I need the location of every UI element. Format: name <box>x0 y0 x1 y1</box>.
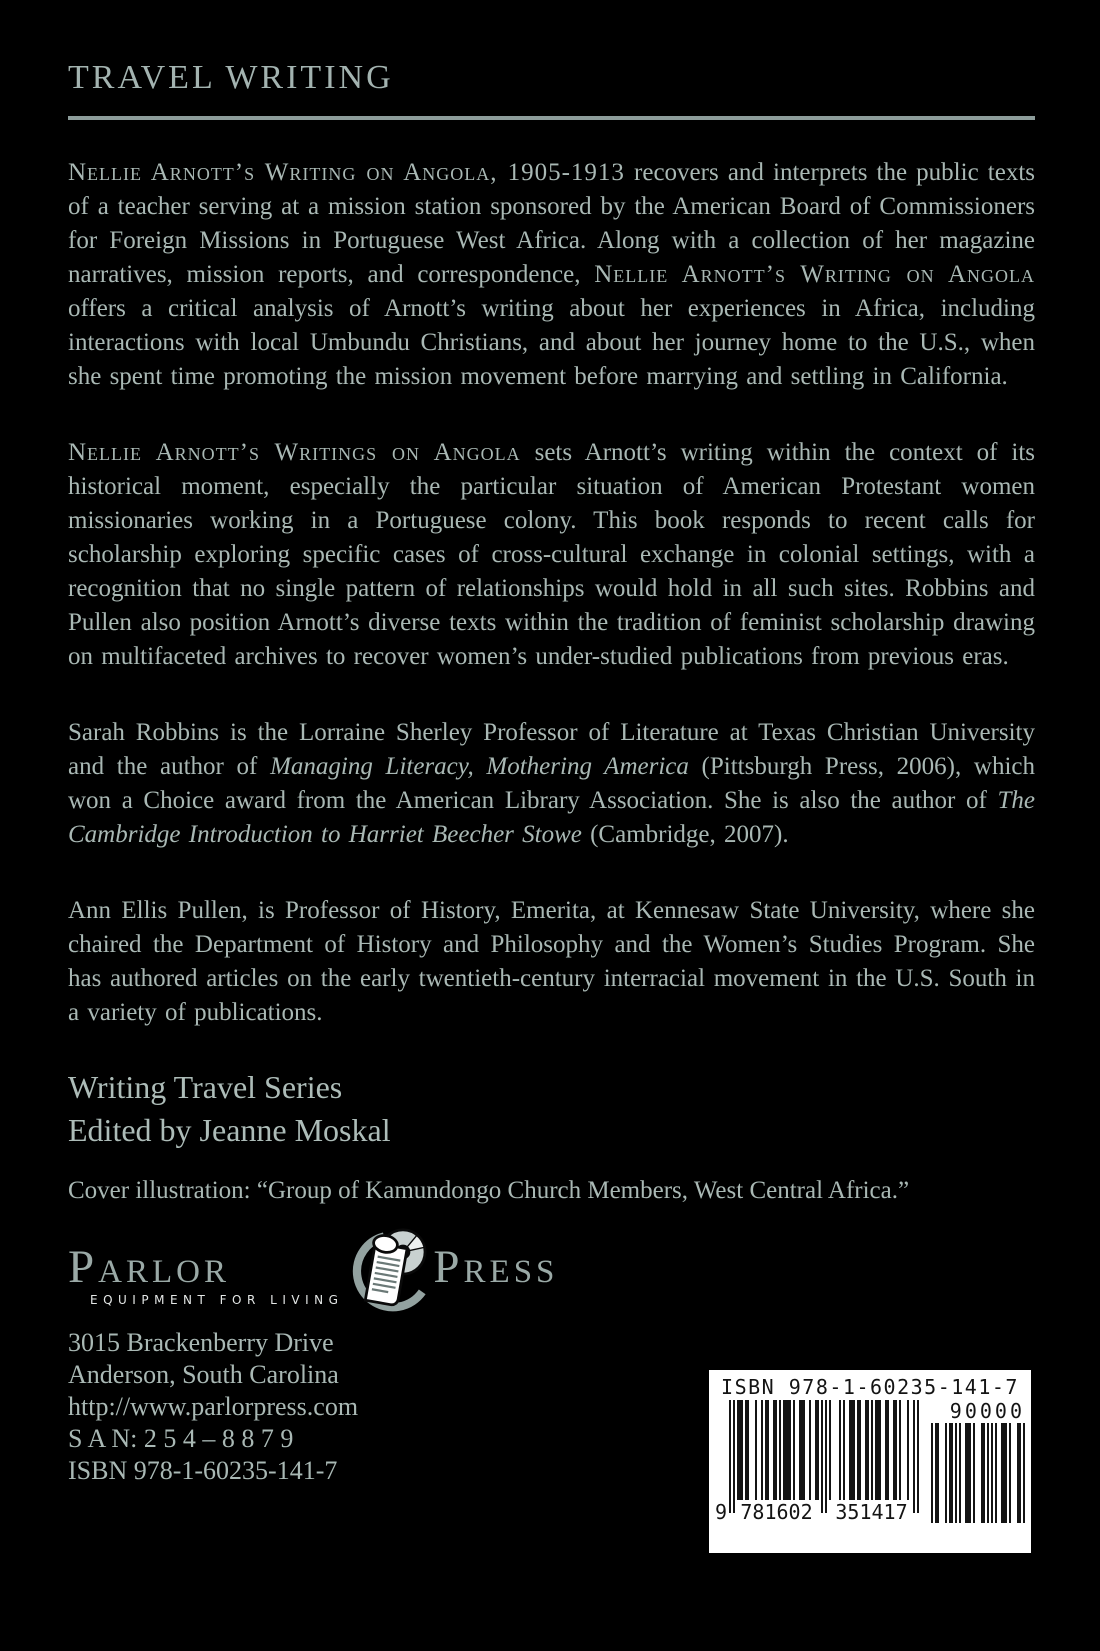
publisher-name-parlor: Parlor <box>68 1241 230 1293</box>
text-segment: Nellie Arnott’s Writing on Angola, 1905-1913 <box>68 159 625 186</box>
ean13-digits <box>715 1501 921 1523</box>
barcode-body <box>715 1400 1025 1523</box>
ean13-column <box>715 1400 921 1523</box>
address-line: 3015 Brackenberry Drive <box>68 1328 334 1357</box>
text-segment: Managing Literacy, Mothering America <box>270 753 689 780</box>
publisher-name-press: Press <box>433 1241 559 1293</box>
text-segment: (Cambridge, 2007). <box>581 821 789 848</box>
ean5-column <box>929 1400 1025 1523</box>
barcode-price-code: 90000 <box>949 1399 1025 1423</box>
barcode-isbn-label: ISBN 978-1-60235-141-7 <box>721 1375 1019 1399</box>
address-line: Anderson, South Carolina <box>68 1360 339 1389</box>
text-segment: Ann Ellis Pullen, is Professor of History, Emerita, at Kennesaw State University, where she chaired the Department of History and Philosophy and the Women’s Studies Program. She has authored articles on the early twentieth-century interracial movement in the U.S. South in a variety of publications. <box>68 897 1035 1026</box>
text-segment: recovers and interprets the public texts of a teacher serving at a mission station sponsored by the American Board of Commissioners for Foreign Missions in Portuguese West Africa. Along with a collection of her magazine narratives, mission reports, and correspondence, <box>68 159 1035 288</box>
series-title: TRAVEL WRITING <box>68 59 394 96</box>
series-block <box>68 1066 1035 1152</box>
description-paragraph <box>68 436 1035 674</box>
ean13-digits-right: 351417 <box>835 1500 908 1524</box>
book-description <box>68 156 1035 1030</box>
description-paragraph <box>68 156 1035 394</box>
text-segment: sets Arnott’s writing within the context of its historical moment, especially the particular situation of American Protestant women missionaries working in a Portuguese colony. This book responds to recent calls for scholarship exploring specific cases of cross-cultural exchange in colonial settings, with a recognition that no single pattern of relationships would hold in all such sites. Robbins and Pullen also position Arnott’s diverse texts within the tradition of feminist scholarship drawing on multifaceted archives to recover women’s under-studied publications from previous eras. <box>68 439 1036 670</box>
series-editor: Edited by Jeanne Moskal <box>68 1112 391 1148</box>
isbn-barcode-box <box>709 1370 1031 1553</box>
publisher-logo <box>68 1225 1035 1313</box>
ean5-barcode <box>929 1423 1025 1523</box>
publisher-tagline: EQUIPMENT FOR LIVING <box>90 1293 344 1307</box>
scroll-and-disc-icon <box>345 1225 437 1313</box>
cover-illustration-credit: Cover illustration: “Group of Kamundongo Church Members, West Central Africa.” <box>68 1177 910 1204</box>
text-segment: (Pittsburgh Press, 2006), which won a Choice award from the American Library Association. She is also the author of <box>68 753 1035 814</box>
ean13-digit-prefix: 9 <box>715 1500 728 1524</box>
address-line: http://www.parlorpress.com <box>68 1392 359 1421</box>
text-segment: Nellie Arnott’s Writings on Angola <box>68 439 521 466</box>
text-segment: offers a critical analysis of Arnott’s writing about her experiences in Africa, including interactions with local Umbundu Christians, and about her journey home to the U.S., when she spent time promoting the mission movement before marrying and settling in California. <box>68 295 1035 390</box>
address-line: S A N: 2 5 4 – 8 8 7 9 <box>68 1424 294 1453</box>
ean13-barcode <box>729 1400 919 1513</box>
text-segment: Sarah Robbins is the Lorraine Sherley Professor of Literature at Texas Christian University and the author of <box>68 719 1035 780</box>
series-name: Writing Travel Series <box>68 1069 343 1105</box>
publisher-logo-left <box>68 1225 343 1307</box>
text-segment: Nellie Arnott’s Writing on Angola <box>594 261 1035 288</box>
description-paragraph <box>68 716 1035 852</box>
ean13-digits-left: 781602 <box>740 1500 813 1524</box>
address-line: ISBN 978-1-60235-141-7 <box>68 1456 338 1485</box>
title-divider <box>68 116 1035 120</box>
description-paragraph <box>68 894 1035 1030</box>
text-segment: The Cambridge Introduction to Harriet Beecher Stowe <box>68 787 1035 848</box>
